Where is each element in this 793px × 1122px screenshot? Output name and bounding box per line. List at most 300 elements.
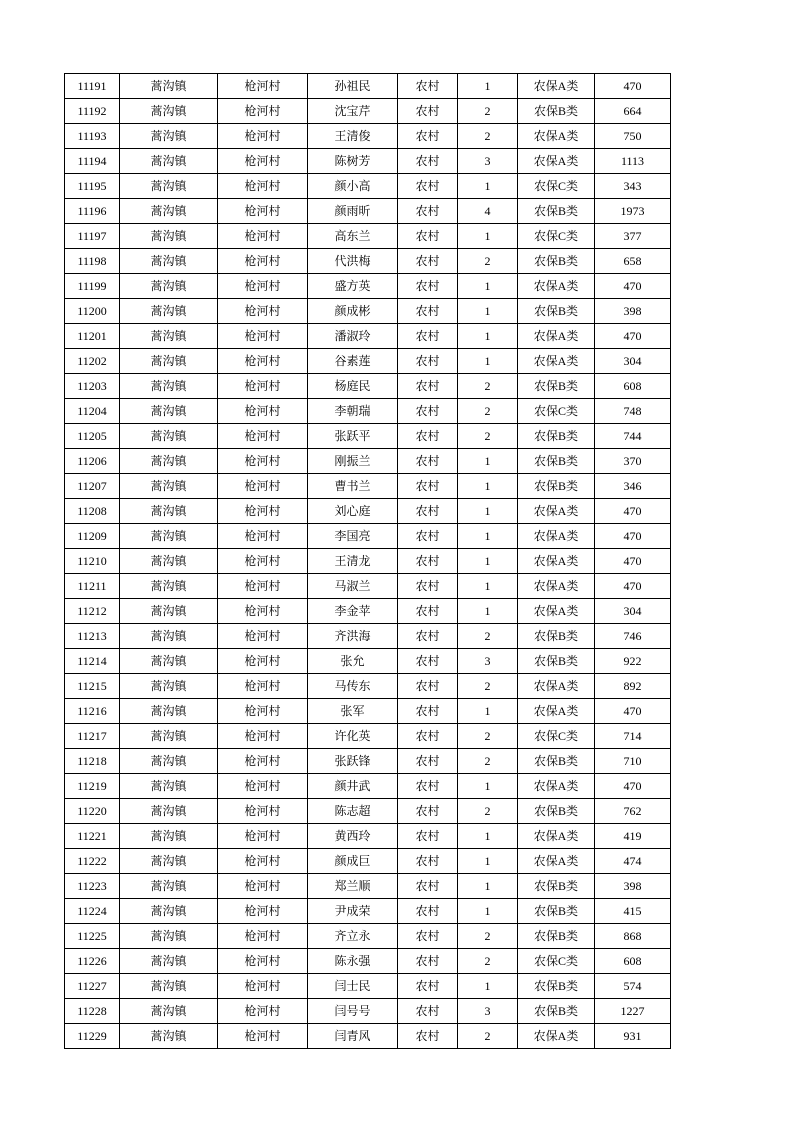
cell-name: 沈宝芹 [308, 99, 398, 124]
table-row [65, 199, 671, 224]
table-row [65, 774, 671, 799]
cell-type: 农村 [398, 299, 458, 324]
cell-category: 农保A类 [518, 699, 595, 724]
cell-name: 闫青风 [308, 1024, 398, 1049]
cell-category: 农保B类 [518, 424, 595, 449]
cell-type: 农村 [398, 824, 458, 849]
cell-type: 农村 [398, 374, 458, 399]
cell-town: 蒿沟镇 [120, 549, 218, 574]
cell-town: 蒿沟镇 [120, 649, 218, 674]
cell-town: 蒿沟镇 [120, 224, 218, 249]
table-row [65, 824, 671, 849]
cell-type: 农村 [398, 899, 458, 924]
cell-amount: 658 [595, 249, 671, 274]
table-row [65, 924, 671, 949]
table-row [65, 399, 671, 424]
cell-count: 2 [458, 99, 518, 124]
cell-amount: 470 [595, 774, 671, 799]
cell-amount: 762 [595, 799, 671, 824]
cell-id: 11192 [65, 99, 120, 124]
cell-category: 农保B类 [518, 799, 595, 824]
cell-id: 11200 [65, 299, 120, 324]
cell-category: 农保A类 [518, 499, 595, 524]
table-row [65, 799, 671, 824]
cell-name: 张跃锋 [308, 749, 398, 774]
cell-category: 农保A类 [518, 324, 595, 349]
cell-count: 2 [458, 624, 518, 649]
cell-name: 潘淑玲 [308, 324, 398, 349]
cell-village: 枪河村 [218, 449, 308, 474]
cell-amount: 470 [595, 574, 671, 599]
cell-name: 谷素莲 [308, 349, 398, 374]
cell-town: 蒿沟镇 [120, 499, 218, 524]
cell-amount: 470 [595, 324, 671, 349]
cell-type: 农村 [398, 324, 458, 349]
cell-town: 蒿沟镇 [120, 199, 218, 224]
cell-name: 曹书兰 [308, 474, 398, 499]
table-row [65, 499, 671, 524]
cell-amount: 377 [595, 224, 671, 249]
cell-village: 枪河村 [218, 949, 308, 974]
cell-count: 2 [458, 799, 518, 824]
cell-type: 农村 [398, 549, 458, 574]
cell-town: 蒿沟镇 [120, 574, 218, 599]
cell-village: 枪河村 [218, 974, 308, 999]
cell-count: 1 [458, 449, 518, 474]
cell-id: 11204 [65, 399, 120, 424]
cell-category: 农保B类 [518, 624, 595, 649]
table-row [65, 174, 671, 199]
cell-name: 杨庭民 [308, 374, 398, 399]
cell-count: 1 [458, 224, 518, 249]
cell-village: 枪河村 [218, 249, 308, 274]
cell-count: 1 [458, 899, 518, 924]
cell-name: 马传东 [308, 674, 398, 699]
cell-type: 农村 [398, 874, 458, 899]
cell-count: 1 [458, 74, 518, 99]
cell-id: 11218 [65, 749, 120, 774]
cell-category: 农保C类 [518, 224, 595, 249]
cell-type: 农村 [398, 949, 458, 974]
cell-village: 枪河村 [218, 649, 308, 674]
table-row [65, 149, 671, 174]
cell-type: 农村 [398, 574, 458, 599]
cell-type: 农村 [398, 474, 458, 499]
cell-category: 农保A类 [518, 599, 595, 624]
cell-category: 农保B类 [518, 449, 595, 474]
cell-count: 2 [458, 124, 518, 149]
cell-village: 枪河村 [218, 324, 308, 349]
cell-village: 枪河村 [218, 924, 308, 949]
cell-town: 蒿沟镇 [120, 374, 218, 399]
cell-id: 11195 [65, 174, 120, 199]
cell-amount: 419 [595, 824, 671, 849]
cell-name: 张军 [308, 699, 398, 724]
cell-count: 2 [458, 399, 518, 424]
cell-id: 11193 [65, 124, 120, 149]
cell-count: 1 [458, 349, 518, 374]
cell-name: 陈树芳 [308, 149, 398, 174]
cell-id: 11215 [65, 674, 120, 699]
cell-count: 2 [458, 749, 518, 774]
cell-id: 11198 [65, 249, 120, 274]
cell-id: 11211 [65, 574, 120, 599]
cell-id: 11203 [65, 374, 120, 399]
cell-town: 蒿沟镇 [120, 349, 218, 374]
cell-amount: 1973 [595, 199, 671, 224]
cell-count: 1 [458, 324, 518, 349]
table-row [65, 249, 671, 274]
cell-town: 蒿沟镇 [120, 124, 218, 149]
cell-count: 1 [458, 599, 518, 624]
cell-village: 枪河村 [218, 549, 308, 574]
cell-name: 陈永强 [308, 949, 398, 974]
cell-id: 11228 [65, 999, 120, 1024]
cell-name: 尹成荣 [308, 899, 398, 924]
cell-town: 蒿沟镇 [120, 974, 218, 999]
cell-village: 枪河村 [218, 424, 308, 449]
table-row [65, 949, 671, 974]
table-row [65, 299, 671, 324]
cell-name: 刚振兰 [308, 449, 398, 474]
cell-type: 农村 [398, 624, 458, 649]
cell-type: 农村 [398, 599, 458, 624]
cell-count: 1 [458, 974, 518, 999]
cell-name: 李国亮 [308, 524, 398, 549]
table-row [65, 624, 671, 649]
cell-id: 11229 [65, 1024, 120, 1049]
cell-amount: 608 [595, 374, 671, 399]
cell-amount: 398 [595, 299, 671, 324]
cell-amount: 470 [595, 74, 671, 99]
cell-name: 孙祖民 [308, 74, 398, 99]
cell-town: 蒿沟镇 [120, 399, 218, 424]
cell-town: 蒿沟镇 [120, 824, 218, 849]
cell-village: 枪河村 [218, 399, 308, 424]
cell-type: 农村 [398, 174, 458, 199]
table-row [65, 849, 671, 874]
cell-amount: 470 [595, 549, 671, 574]
cell-name: 闫士民 [308, 974, 398, 999]
cell-amount: 931 [595, 1024, 671, 1049]
cell-name: 黄西玲 [308, 824, 398, 849]
cell-category: 农保B类 [518, 299, 595, 324]
cell-village: 枪河村 [218, 124, 308, 149]
cell-id: 11227 [65, 974, 120, 999]
cell-id: 11197 [65, 224, 120, 249]
cell-village: 枪河村 [218, 799, 308, 824]
cell-count: 2 [458, 724, 518, 749]
cell-name: 许化英 [308, 724, 398, 749]
cell-town: 蒿沟镇 [120, 149, 218, 174]
cell-amount: 304 [595, 349, 671, 374]
cell-count: 1 [458, 874, 518, 899]
cell-village: 枪河村 [218, 999, 308, 1024]
table-row [65, 424, 671, 449]
cell-name: 颜成彬 [308, 299, 398, 324]
cell-count: 1 [458, 474, 518, 499]
cell-category: 农保C类 [518, 724, 595, 749]
cell-amount: 304 [595, 599, 671, 624]
cell-village: 枪河村 [218, 849, 308, 874]
cell-town: 蒿沟镇 [120, 924, 218, 949]
table-row [65, 324, 671, 349]
cell-name: 高东兰 [308, 224, 398, 249]
cell-id: 11194 [65, 149, 120, 174]
cell-name: 王清俊 [308, 124, 398, 149]
cell-count: 3 [458, 149, 518, 174]
cell-category: 农保A类 [518, 574, 595, 599]
cell-category: 农保B类 [518, 899, 595, 924]
cell-town: 蒿沟镇 [120, 799, 218, 824]
cell-id: 11214 [65, 649, 120, 674]
cell-category: 农保A类 [518, 524, 595, 549]
cell-count: 1 [458, 299, 518, 324]
cell-count: 1 [458, 524, 518, 549]
cell-id: 11199 [65, 274, 120, 299]
cell-type: 农村 [398, 349, 458, 374]
table-row [65, 874, 671, 899]
cell-id: 11202 [65, 349, 120, 374]
cell-name: 刘心庭 [308, 499, 398, 524]
table-row [65, 74, 671, 99]
cell-category: 农保C类 [518, 399, 595, 424]
cell-amount: 608 [595, 949, 671, 974]
cell-amount: 370 [595, 449, 671, 474]
cell-type: 农村 [398, 249, 458, 274]
cell-category: 农保A类 [518, 149, 595, 174]
cell-village: 枪河村 [218, 174, 308, 199]
cell-amount: 1113 [595, 149, 671, 174]
table-row [65, 899, 671, 924]
cell-id: 11216 [65, 699, 120, 724]
cell-village: 枪河村 [218, 624, 308, 649]
cell-amount: 470 [595, 499, 671, 524]
cell-id: 11224 [65, 899, 120, 924]
cell-name: 盛方英 [308, 274, 398, 299]
cell-town: 蒿沟镇 [120, 899, 218, 924]
cell-type: 农村 [398, 449, 458, 474]
table-row [65, 699, 671, 724]
cell-count: 3 [458, 999, 518, 1024]
cell-town: 蒿沟镇 [120, 749, 218, 774]
table-row [65, 349, 671, 374]
cell-category: 农保B类 [518, 649, 595, 674]
cell-village: 枪河村 [218, 374, 308, 399]
cell-count: 1 [458, 549, 518, 574]
cell-type: 农村 [398, 724, 458, 749]
cell-town: 蒿沟镇 [120, 524, 218, 549]
cell-category: 农保B类 [518, 199, 595, 224]
cell-type: 农村 [398, 1024, 458, 1049]
cell-town: 蒿沟镇 [120, 949, 218, 974]
cell-amount: 343 [595, 174, 671, 199]
table-row [65, 649, 671, 674]
cell-town: 蒿沟镇 [120, 624, 218, 649]
cell-category: 农保C类 [518, 174, 595, 199]
cell-type: 农村 [398, 799, 458, 824]
cell-count: 1 [458, 274, 518, 299]
cell-category: 农保A类 [518, 674, 595, 699]
cell-village: 枪河村 [218, 149, 308, 174]
cell-type: 农村 [398, 399, 458, 424]
cell-name: 张允 [308, 649, 398, 674]
table-row [65, 999, 671, 1024]
cell-village: 枪河村 [218, 474, 308, 499]
cell-amount: 892 [595, 674, 671, 699]
cell-id: 11208 [65, 499, 120, 524]
cell-village: 枪河村 [218, 724, 308, 749]
cell-name: 代洪梅 [308, 249, 398, 274]
cell-category: 农保A类 [518, 124, 595, 149]
cell-id: 11226 [65, 949, 120, 974]
cell-amount: 415 [595, 899, 671, 924]
cell-id: 11196 [65, 199, 120, 224]
cell-village: 枪河村 [218, 874, 308, 899]
cell-type: 农村 [398, 199, 458, 224]
cell-id: 11191 [65, 74, 120, 99]
cell-category: 农保B类 [518, 924, 595, 949]
cell-amount: 1227 [595, 999, 671, 1024]
cell-category: 农保A类 [518, 349, 595, 374]
cell-town: 蒿沟镇 [120, 1024, 218, 1049]
cell-category: 农保A类 [518, 1024, 595, 1049]
cell-village: 枪河村 [218, 774, 308, 799]
records-table [64, 73, 671, 1049]
cell-type: 农村 [398, 499, 458, 524]
cell-category: 农保A类 [518, 849, 595, 874]
table-row [65, 974, 671, 999]
cell-name: 郑兰顺 [308, 874, 398, 899]
cell-category: 农保B类 [518, 374, 595, 399]
cell-amount: 474 [595, 849, 671, 874]
cell-count: 2 [458, 949, 518, 974]
cell-type: 农村 [398, 774, 458, 799]
cell-town: 蒿沟镇 [120, 874, 218, 899]
cell-count: 2 [458, 249, 518, 274]
cell-count: 2 [458, 1024, 518, 1049]
cell-town: 蒿沟镇 [120, 774, 218, 799]
cell-amount: 470 [595, 524, 671, 549]
cell-amount: 922 [595, 649, 671, 674]
cell-category: 农保B类 [518, 474, 595, 499]
cell-type: 农村 [398, 849, 458, 874]
cell-count: 2 [458, 924, 518, 949]
table-row [65, 449, 671, 474]
cell-amount: 398 [595, 874, 671, 899]
table-row [65, 124, 671, 149]
cell-type: 农村 [398, 524, 458, 549]
cell-category: 农保C类 [518, 949, 595, 974]
cell-type: 农村 [398, 224, 458, 249]
cell-village: 枪河村 [218, 674, 308, 699]
cell-id: 11207 [65, 474, 120, 499]
cell-name: 张跃平 [308, 424, 398, 449]
table-row [65, 674, 671, 699]
cell-town: 蒿沟镇 [120, 274, 218, 299]
cell-type: 农村 [398, 649, 458, 674]
cell-town: 蒿沟镇 [120, 674, 218, 699]
cell-name: 颜井武 [308, 774, 398, 799]
cell-type: 农村 [398, 124, 458, 149]
cell-type: 农村 [398, 99, 458, 124]
table-row [65, 1024, 671, 1049]
cell-category: 农保B类 [518, 974, 595, 999]
cell-village: 枪河村 [218, 699, 308, 724]
cell-amount: 710 [595, 749, 671, 774]
cell-category: 农保B类 [518, 99, 595, 124]
cell-village: 枪河村 [218, 599, 308, 624]
cell-town: 蒿沟镇 [120, 249, 218, 274]
cell-village: 枪河村 [218, 199, 308, 224]
cell-type: 农村 [398, 749, 458, 774]
cell-id: 11201 [65, 324, 120, 349]
cell-type: 农村 [398, 699, 458, 724]
cell-count: 3 [458, 649, 518, 674]
cell-town: 蒿沟镇 [120, 724, 218, 749]
cell-village: 枪河村 [218, 349, 308, 374]
cell-id: 11210 [65, 549, 120, 574]
cell-type: 农村 [398, 424, 458, 449]
cell-amount: 714 [595, 724, 671, 749]
cell-amount: 470 [595, 699, 671, 724]
table-row [65, 224, 671, 249]
cell-type: 农村 [398, 74, 458, 99]
cell-name: 闫号号 [308, 999, 398, 1024]
table-body [65, 74, 671, 1049]
table-row [65, 599, 671, 624]
cell-name: 李金苹 [308, 599, 398, 624]
cell-count: 2 [458, 674, 518, 699]
cell-count: 2 [458, 374, 518, 399]
cell-id: 11209 [65, 524, 120, 549]
cell-category: 农保B类 [518, 874, 595, 899]
cell-village: 枪河村 [218, 99, 308, 124]
cell-amount: 750 [595, 124, 671, 149]
cell-town: 蒿沟镇 [120, 474, 218, 499]
cell-category: 农保A类 [518, 549, 595, 574]
cell-category: 农保A类 [518, 774, 595, 799]
cell-count: 1 [458, 774, 518, 799]
cell-type: 农村 [398, 999, 458, 1024]
table-row [65, 524, 671, 549]
cell-id: 11217 [65, 724, 120, 749]
cell-id: 11212 [65, 599, 120, 624]
cell-name: 王清龙 [308, 549, 398, 574]
cell-count: 1 [458, 174, 518, 199]
cell-village: 枪河村 [218, 1024, 308, 1049]
cell-village: 枪河村 [218, 749, 308, 774]
cell-town: 蒿沟镇 [120, 299, 218, 324]
cell-name: 李朝瑞 [308, 399, 398, 424]
cell-type: 农村 [398, 924, 458, 949]
cell-category: 农保A类 [518, 274, 595, 299]
table-row [65, 749, 671, 774]
cell-category: 农保B类 [518, 999, 595, 1024]
cell-name: 颜小高 [308, 174, 398, 199]
cell-name: 颜雨昕 [308, 199, 398, 224]
cell-town: 蒿沟镇 [120, 999, 218, 1024]
cell-count: 1 [458, 824, 518, 849]
cell-amount: 470 [595, 274, 671, 299]
table-row [65, 724, 671, 749]
cell-name: 齐洪海 [308, 624, 398, 649]
cell-village: 枪河村 [218, 524, 308, 549]
cell-id: 11213 [65, 624, 120, 649]
cell-name: 马淑兰 [308, 574, 398, 599]
cell-type: 农村 [398, 274, 458, 299]
cell-town: 蒿沟镇 [120, 99, 218, 124]
